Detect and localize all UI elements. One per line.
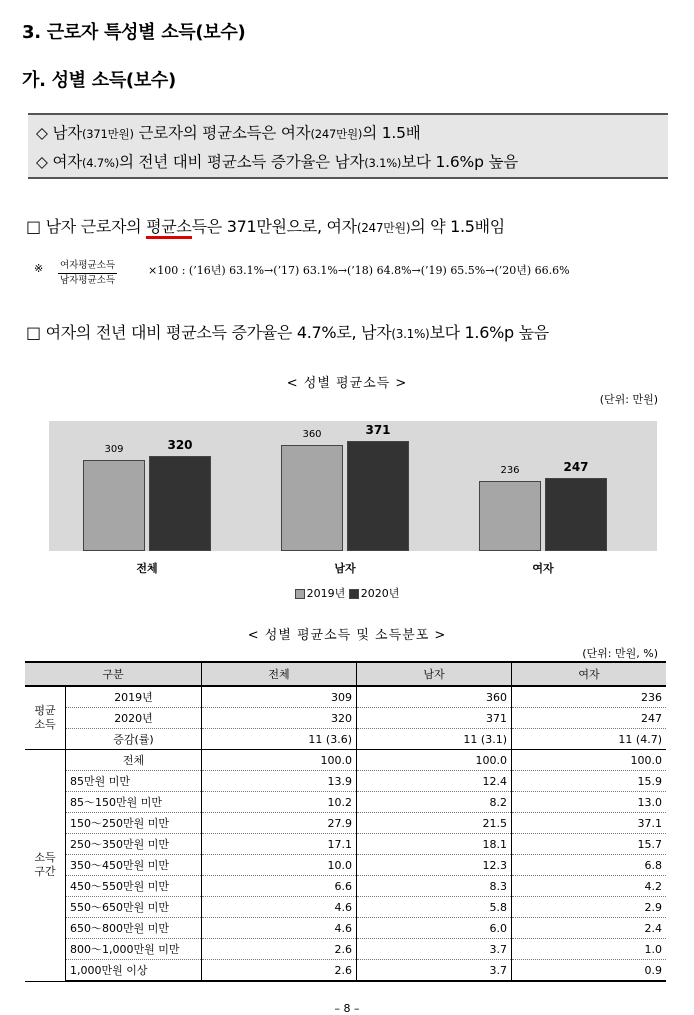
- table-cell: 37.1: [512, 813, 667, 834]
- table-header-row: [25, 662, 666, 686]
- table-row: [25, 855, 666, 876]
- table-cell: 1.0: [512, 939, 667, 960]
- table-cell: 11 (3.6): [202, 729, 357, 750]
- legend-label-2020: 2020년: [360, 587, 400, 600]
- table-cell: 2.9: [512, 897, 667, 918]
- bar-전체-2019년: [83, 460, 145, 551]
- table-cell: 5.8: [357, 897, 512, 918]
- table-cell: 11 (4.7): [512, 729, 667, 750]
- row-label: 2019년: [66, 686, 202, 708]
- table-row: [25, 750, 666, 771]
- note-formula: [34, 260, 570, 286]
- table-row: [25, 792, 666, 813]
- data-label-여자-2019년: 236: [500, 465, 520, 477]
- chart-unit: (단위: 만원): [599, 393, 658, 406]
- table-row: [25, 960, 666, 982]
- table-cell: 27.9: [202, 813, 357, 834]
- row-label: 250～350만원 미만: [66, 834, 202, 855]
- row-label: 650～800만원 미만: [66, 918, 202, 939]
- paragraph-2-c: 보다 1.6%p 높음: [429, 323, 549, 342]
- paragraph-1-c: 득은 371만원으로, 여자: [191, 217, 357, 236]
- bar-chart-plot-area: [49, 421, 657, 551]
- summary-line-2-sub2: (3.1%): [364, 156, 402, 170]
- table-cell: 6.6: [202, 876, 357, 897]
- table-body: [25, 686, 666, 981]
- bar-전체-2020년: [149, 456, 211, 551]
- subsection-heading: 가. 성별 소득(보수): [22, 70, 176, 91]
- bar-남자-2019년: [281, 445, 343, 551]
- paragraph-2: [26, 320, 549, 343]
- table-cell: 309: [202, 686, 357, 708]
- table-row: [25, 729, 666, 750]
- category-label-전체: 전체: [136, 562, 158, 575]
- table-cell: 11 (3.1): [357, 729, 512, 750]
- data-label-전체-2019년: 309: [104, 443, 124, 455]
- chart-title: < 성별 평균소득 >: [286, 376, 408, 391]
- table-cell: 100.0: [202, 750, 357, 771]
- legend-swatch-2020: [349, 589, 359, 599]
- summary-line-1-sub2: (247만원): [310, 127, 363, 141]
- table-row: [25, 771, 666, 792]
- row-label: 증감(률): [66, 729, 202, 750]
- row-label: 150～250만원 미만: [66, 813, 202, 834]
- table-row: [25, 834, 666, 855]
- section-heading: 3. 근로자 특성별 소득(보수): [22, 22, 246, 43]
- table-cell: 8.2: [357, 792, 512, 813]
- table-cell: 360: [357, 686, 512, 708]
- legend-swatch-2019: [295, 589, 305, 599]
- row-label: 450～550만원 미만: [66, 876, 202, 897]
- table-cell: 4.6: [202, 897, 357, 918]
- table-cell: 12.3: [357, 855, 512, 876]
- data-label-남자-2019년: 360: [302, 428, 322, 440]
- table-row: [25, 876, 666, 897]
- paragraph-1: [26, 214, 505, 237]
- table-cell: 100.0: [512, 750, 667, 771]
- table-row: [25, 708, 666, 729]
- table-cell: 21.5: [357, 813, 512, 834]
- bar-여자-2020년: [545, 478, 607, 551]
- table-cell: 6.0: [357, 918, 512, 939]
- row-label: 전체: [66, 750, 202, 771]
- row-label: 1,000만원 이상: [66, 960, 202, 982]
- header-female: 여자: [512, 662, 667, 686]
- note-mark: ※: [34, 262, 44, 275]
- header-total: 전체: [202, 662, 357, 686]
- paragraph-1-e: 의 약 1.5배임: [410, 217, 505, 236]
- row-label: 550～650만원 미만: [66, 897, 202, 918]
- row-label: 85～150만원 미만: [66, 792, 202, 813]
- paragraph-1-a: □ 남자 근로자의: [26, 217, 147, 236]
- summary-line-1-sub1: (371만원): [82, 127, 134, 141]
- table-cell: 247: [512, 708, 667, 729]
- table-cell: 320: [202, 708, 357, 729]
- table-row: [25, 686, 666, 708]
- header-category: 구분: [25, 662, 202, 686]
- summary-line-1-mid: 근로자의 평균소득은 여자: [133, 124, 311, 142]
- table-cell: 4.2: [512, 876, 667, 897]
- table-cell: 10.0: [202, 855, 357, 876]
- table-cell: 0.9: [512, 960, 667, 982]
- category-label-여자: 여자: [532, 562, 554, 575]
- table-title: < 성별 평균소득 및 소득분포 >: [247, 628, 447, 643]
- summary-line-2-sub1: (4.7%): [82, 156, 119, 170]
- table-cell: 15.7: [512, 834, 667, 855]
- table-cell: 2.4: [512, 918, 667, 939]
- summary-line-2: [36, 150, 518, 172]
- table-cell: 4.6: [202, 918, 357, 939]
- table-cell: 2.6: [202, 939, 357, 960]
- row-label: 2020년: [66, 708, 202, 729]
- table-cell: 8.3: [357, 876, 512, 897]
- table-cell: 13.9: [202, 771, 357, 792]
- paragraph-1-sub: (247만원): [356, 221, 411, 235]
- table-cell: 13.0: [512, 792, 667, 813]
- table-row: [25, 813, 666, 834]
- table-cell: 18.1: [357, 834, 512, 855]
- fraction-numerator: 여자평균소득: [58, 259, 117, 274]
- table-cell: 100.0: [357, 750, 512, 771]
- summary-line-1: [36, 121, 421, 143]
- income-distribution-table: [25, 661, 666, 982]
- header-male: 남자: [357, 662, 512, 686]
- table-cell: 15.9: [512, 771, 667, 792]
- note-ratio-series: ×100 : (’16년) 63.1%→(’17) 63.1%→(’18) 64.8%→(’19) 65.5%→(’20년) 66.6%: [148, 264, 570, 277]
- table-cell: 10.2: [202, 792, 357, 813]
- table-cell: 12.4: [357, 771, 512, 792]
- bar-남자-2020년: [347, 441, 409, 551]
- row-label: 800～1,000만원 미만: [66, 939, 202, 960]
- summary-line-1-pre: ◇ 남자: [36, 124, 82, 142]
- fraction: [58, 259, 117, 288]
- table-cell: 236: [512, 686, 667, 708]
- row-label: 350～450만원 미만: [66, 855, 202, 876]
- bar-여자-2019년: [479, 481, 541, 551]
- data-label-전체-2020년: 320: [167, 438, 193, 453]
- fraction-denominator: 남자평균소득: [60, 275, 116, 286]
- table-row: [25, 918, 666, 939]
- table-cell: 6.8: [512, 855, 667, 876]
- summary-line-2-pre: ◇ 여자: [36, 153, 82, 171]
- table-row: [25, 939, 666, 960]
- summary-line-2-mid: 의 전년 대비 평균소득 증가율은 남자: [119, 153, 365, 171]
- table-cell: 371: [357, 708, 512, 729]
- row-label: 85만원 미만: [66, 771, 202, 792]
- table-cell: 3.7: [357, 939, 512, 960]
- row-group-label: 평균 소득: [25, 686, 66, 750]
- summary-line-1-post: 의 1.5배: [362, 124, 421, 142]
- page-number: – 8 –: [334, 1002, 360, 1015]
- category-label-남자: 남자: [334, 562, 356, 575]
- summary-line-2-post: 보다 1.6%p 높음: [401, 153, 518, 171]
- legend-label-2019: 2019년: [306, 587, 346, 600]
- table-cell: 2.6: [202, 960, 357, 982]
- table-unit: (단위: 만원, %): [582, 647, 658, 660]
- summary-box: [28, 113, 668, 179]
- data-label-남자-2020년: 371: [365, 423, 391, 438]
- paragraph-2-a: □ 여자의 전년 대비 평균소득 증가율은 4.7%로, 남자: [26, 323, 392, 342]
- paragraph-1-underlined: 평균소: [146, 217, 191, 239]
- chart-legend: [0, 585, 694, 601]
- table-cell: 17.1: [202, 834, 357, 855]
- table-row: [25, 897, 666, 918]
- paragraph-2-sub: (3.1%): [391, 327, 430, 341]
- data-label-여자-2020년: 247: [563, 460, 589, 475]
- table-cell: 3.7: [357, 960, 512, 982]
- row-group-label: 소득 구간: [25, 750, 66, 982]
